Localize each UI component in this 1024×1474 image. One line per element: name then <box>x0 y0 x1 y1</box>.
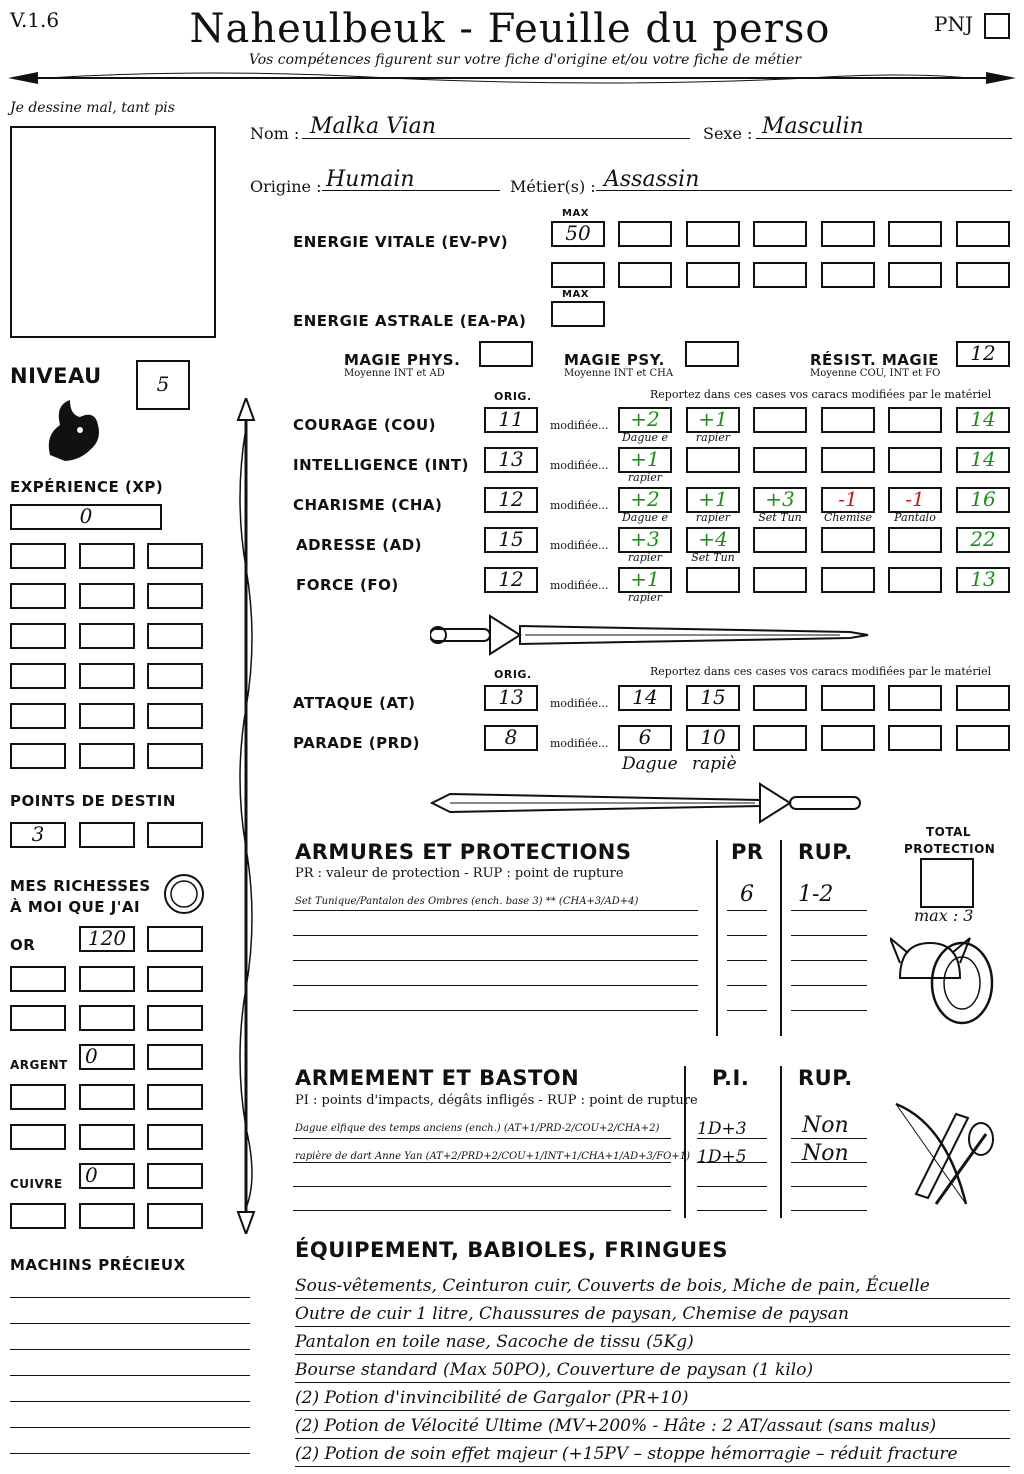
weapon-pi-line[interactable] <box>697 1162 767 1163</box>
parade-mod-box-2[interactable] <box>753 725 807 751</box>
combat-note: Reportez dans ces cases vos caracs modifiées par le matériel <box>650 665 992 678</box>
parade-orig-box[interactable] <box>484 725 538 751</box>
money-box-2-1[interactable] <box>79 1084 135 1110</box>
force-final-value: 13 <box>970 567 996 591</box>
force-mod-value-0: +1 <box>630 567 660 591</box>
adresse-mod-box-4[interactable] <box>888 527 942 553</box>
job-value[interactable]: Assassin <box>604 167 700 192</box>
xp-box-4-2[interactable] <box>147 703 203 729</box>
courage-label: COURAGE (COU) <box>293 416 437 434</box>
intelligence-mod-box-2[interactable] <box>753 447 807 473</box>
richesses-label-2: À MOI QUE J'AI <box>10 898 141 916</box>
parade-mod-value-1: 10 <box>700 725 726 749</box>
spear-illustration <box>228 398 264 1234</box>
total-label: TOTAL <box>926 825 972 839</box>
charisme-orig-box[interactable] <box>484 487 538 513</box>
armor-line[interactable] <box>293 960 698 961</box>
weapons-pi-label: P.I. <box>712 1066 750 1090</box>
weapons-note: PI : points d'impacts, dégâts infligés - RUP : point de rupture <box>295 1093 698 1108</box>
xp-box-5-1[interactable] <box>79 743 135 769</box>
money-box-1-1[interactable] <box>79 1005 135 1031</box>
dragon-icon <box>40 395 106 465</box>
attaque-mod-value-1: 15 <box>700 685 726 709</box>
equipment-line[interactable]: (2) Potion d'invincibilité de Gargalor (PR+10) <box>295 1386 1010 1411</box>
adresse-final-value: 22 <box>970 527 996 551</box>
charisme-mod-note-1: rapier <box>695 511 731 524</box>
charisme-mod-box-4[interactable] <box>888 487 942 513</box>
attaque-label: ATTAQUE (AT) <box>293 694 416 712</box>
weapon-note-2: rapiè <box>692 754 737 774</box>
armor-pr-line[interactable] <box>727 1010 767 1011</box>
money-box-1-2[interactable] <box>147 1005 203 1031</box>
parade-mod-box-1[interactable] <box>686 725 740 751</box>
attaque-mod-box-2[interactable] <box>753 685 807 711</box>
armor-title: ARMURES ET PROTECTIONS <box>295 840 632 864</box>
armor-pr-label: PR <box>731 840 764 864</box>
argent-value: 0 <box>85 1044 98 1068</box>
armor-rup-line[interactable] <box>791 1010 867 1011</box>
equipment-line[interactable]: Pantalon en toile nase, Sacoche de tissu (5Kg) <box>295 1330 1010 1355</box>
destin-box-1[interactable] <box>10 822 66 848</box>
intelligence-final-value: 14 <box>970 447 996 471</box>
machins-line[interactable] <box>10 1323 250 1324</box>
charisme-final-value: 16 <box>970 487 996 511</box>
attaque-mod-box-4[interactable] <box>888 685 942 711</box>
courage-mod-box-0[interactable] <box>618 407 672 433</box>
xp-box-5-0[interactable] <box>10 743 66 769</box>
money-box-1-0[interactable] <box>10 1005 66 1031</box>
charisme-mod-box-1[interactable] <box>686 487 740 513</box>
weapon-pi-line[interactable] <box>697 1186 767 1187</box>
adresse-mod-box-1[interactable] <box>686 527 740 553</box>
intelligence-modif-label: modifiée... <box>550 459 609 472</box>
max-label-ea: MAX <box>562 289 589 300</box>
orig-label-stats: ORIG. <box>494 390 532 403</box>
charisme-mod-value-0: +2 <box>630 487 660 511</box>
courage-modif-label: modifiée... <box>550 419 609 432</box>
money-box-2-2[interactable] <box>147 1084 203 1110</box>
armor-item-rup[interactable]: 1-2 <box>798 882 834 907</box>
attaque-mod-box-0[interactable] <box>618 685 672 711</box>
argent-label: ARGENT <box>10 1058 68 1072</box>
magic-phys-box[interactable] <box>479 341 533 367</box>
money-box-2-0[interactable] <box>10 1084 66 1110</box>
niveau-value: 5 <box>156 372 170 396</box>
weapon-pi-line[interactable] <box>697 1138 767 1139</box>
magic-psy-box[interactable] <box>685 341 739 367</box>
weapon-line[interactable] <box>293 1210 671 1211</box>
ev-box-0-0[interactable] <box>551 221 605 247</box>
adresse-mod-box-3[interactable] <box>821 527 875 553</box>
xp-box-1-1[interactable] <box>79 583 135 609</box>
weapons-icon <box>886 1094 996 1212</box>
machins-label: MACHINS PRÉCIEUX <box>10 1256 186 1274</box>
destin-label: POINTS DE DESTIN <box>10 792 176 810</box>
cuivre-box[interactable] <box>79 1163 135 1189</box>
weapon-item-rup[interactable]: Non <box>802 1113 849 1138</box>
weapon-item-pi[interactable]: 1D+3 <box>697 1119 747 1139</box>
ev-box-0-3[interactable] <box>753 221 807 247</box>
equipment-line[interactable]: Sous-vêtements, Ceinturon cuir, Couverts de bois, Miche de pain, Écuelle <box>295 1274 1010 1299</box>
charisme-mod-value-3: -1 <box>838 487 858 511</box>
courage-mod-box-1[interactable] <box>686 407 740 433</box>
armor-line[interactable] <box>293 910 698 911</box>
armor-pr-line[interactable] <box>727 960 767 961</box>
courage-mod-value-1: +1 <box>698 407 728 431</box>
weapon-note-1: Dague <box>622 754 678 774</box>
argent-box[interactable] <box>79 1044 135 1070</box>
adresse-mod-note-1: Set Tun <box>691 551 735 564</box>
money-extra-box-1[interactable] <box>147 1163 203 1189</box>
force-mod-box-1[interactable] <box>686 567 740 593</box>
job-label: Métier(s) : <box>510 177 596 196</box>
courage-mod-note-1: rapier <box>695 431 731 444</box>
xp-box-4-0[interactable] <box>10 703 66 729</box>
ev-box-0-2[interactable] <box>686 221 740 247</box>
resist-magic-value: 12 <box>970 341 996 365</box>
intelligence-mod-box-1[interactable] <box>686 447 740 473</box>
adresse-mod-note-0: rapier <box>627 551 663 564</box>
magic-psy-note: Moyenne INT et CHA <box>564 368 674 379</box>
armor-line[interactable] <box>293 935 698 936</box>
charisme-mod-box-3[interactable] <box>821 487 875 513</box>
adresse-mod-box-5[interactable] <box>956 527 1010 553</box>
xp-box-3-0[interactable] <box>10 663 66 689</box>
equipment-line[interactable]: (2) Potion de Vélocité Ultime (MV+200% - Hâte : 2 AT/assaut (sans malus) <box>295 1414 1010 1439</box>
courage-mod-box-4[interactable] <box>888 407 942 433</box>
armor-pr-line[interactable] <box>727 910 767 911</box>
parade-mod-value-0: 6 <box>638 725 652 749</box>
courage-orig-value: 11 <box>498 407 524 431</box>
armor-item-name[interactable]: Set Tunique/Pantalon des Ombres (ench. base 3) ** (CHA+3/AD+4) <box>295 896 639 907</box>
money-box-3-2[interactable] <box>147 1124 203 1150</box>
destin-value: 3 <box>31 822 45 846</box>
page-subtitle: Vos compétences figurent sur votre fiche d'origine et/ou votre fiche de métier <box>248 52 802 68</box>
charisme-mod-note-4: Pantalo <box>894 511 936 524</box>
money-box-4-2[interactable] <box>147 1203 203 1229</box>
sex-value[interactable]: Masculin <box>762 114 864 139</box>
destin-box-3[interactable] <box>147 822 203 848</box>
or-box[interactable] <box>79 926 135 952</box>
adresse-orig-value: 15 <box>498 527 524 551</box>
courage-orig-box[interactable] <box>484 407 538 433</box>
force-mod-note-0: rapier <box>627 591 663 604</box>
adresse-label: ADRESSE (AD) <box>296 536 423 554</box>
intelligence-mod-note-0: rapier <box>627 471 663 484</box>
machins-line[interactable] <box>10 1349 250 1350</box>
intelligence-mod-box-0[interactable] <box>618 447 672 473</box>
xp-box[interactable] <box>10 504 162 530</box>
resist-magic-note: Moyenne COU, INT et FO <box>810 368 941 379</box>
destin-box-2[interactable] <box>79 822 135 848</box>
sex-label: Sexe : <box>703 124 753 143</box>
resist-magic-label: RÉSIST. MAGIE <box>810 351 940 369</box>
ev-box-1-0[interactable] <box>551 262 605 288</box>
parade-mod-box-5[interactable] <box>956 725 1010 751</box>
page-title: Naheulbeuk - Feuille du perso <box>189 6 831 52</box>
force-mod-box-0[interactable] <box>618 567 672 593</box>
name-value[interactable]: Malka Vian <box>310 114 436 139</box>
xp-box-2-2[interactable] <box>147 623 203 649</box>
machins-line[interactable] <box>10 1375 250 1376</box>
ev-box-1-2[interactable] <box>686 262 740 288</box>
attaque-orig-box[interactable] <box>484 685 538 711</box>
ev-box-0-6[interactable] <box>956 221 1010 247</box>
force-modif-label: modifiée... <box>550 579 609 592</box>
sword-illustration <box>430 612 870 658</box>
intelligence-mod-box-4[interactable] <box>888 447 942 473</box>
intelligence-mod-value-0: +1 <box>630 447 660 471</box>
parade-mod-box-3[interactable] <box>821 725 875 751</box>
money-extra-box-0[interactable] <box>147 1044 203 1070</box>
intelligence-label: INTELLIGENCE (INT) <box>293 456 469 474</box>
cuivre-label: CUIVRE <box>10 1177 63 1191</box>
portrait-caption: Je dessine mal, tant pis <box>10 100 175 116</box>
courage-mod-note-0: Dague e <box>621 431 669 444</box>
weapon-rup-line[interactable] <box>791 1186 867 1187</box>
armor-rup-line[interactable] <box>791 935 867 936</box>
adresse-orig-box[interactable] <box>484 527 538 553</box>
xp-label: EXPÉRIENCE (XP) <box>10 478 164 496</box>
magic-psy-label: MAGIE PSY. <box>564 351 665 369</box>
attaque-orig-value: 13 <box>498 685 524 709</box>
xp-box-0-0[interactable] <box>10 543 66 569</box>
charisme-mod-value-4: -1 <box>905 487 925 511</box>
force-mod-box-4[interactable] <box>888 567 942 593</box>
npc-checkbox[interactable] <box>984 13 1010 39</box>
total-protection-box[interactable] <box>920 858 974 908</box>
money-box-4-1[interactable] <box>79 1203 135 1229</box>
money-box-0-2[interactable] <box>147 966 203 992</box>
xp-box-0-2[interactable] <box>147 543 203 569</box>
adresse-mod-box-0[interactable] <box>618 527 672 553</box>
xp-box-1-2[interactable] <box>147 583 203 609</box>
armor-pr-line[interactable] <box>727 935 767 936</box>
weapon-rup-line[interactable] <box>791 1138 867 1139</box>
ev-label: ENERGIE VITALE (EV-PV) <box>293 233 509 251</box>
portrait-box[interactable] <box>10 126 216 338</box>
armor-line[interactable] <box>293 1010 698 1011</box>
ev-box-1-6[interactable] <box>956 262 1010 288</box>
attaque-modif-label: modifiée... <box>550 697 609 710</box>
orig-label-combat: ORIG. <box>494 668 532 681</box>
ev-box-0-1[interactable] <box>618 221 672 247</box>
equipment-title: ÉQUIPEMENT, BABIOLES, FRINGUES <box>295 1238 728 1262</box>
parade-orig-value: 8 <box>504 725 518 749</box>
charisme-mod-box-0[interactable] <box>618 487 672 513</box>
ev-box-1-5[interactable] <box>888 262 942 288</box>
charisme-mod-box-5[interactable] <box>956 487 1010 513</box>
intelligence-orig-value: 13 <box>498 447 524 471</box>
weapon-pi-line[interactable] <box>697 1210 767 1211</box>
armor-item-pr[interactable]: 6 <box>740 882 754 907</box>
armor-pr-line[interactable] <box>727 985 767 986</box>
adresse-mod-value-1: +4 <box>698 527 728 551</box>
attaque-mod-box-5[interactable] <box>956 685 1010 711</box>
armor-note: PR : valeur de protection - RUP : point de rupture <box>295 866 624 881</box>
courage-final-value: 14 <box>970 407 996 431</box>
charisme-mod-note-0: Dague e <box>621 511 669 524</box>
niveau-label: NIVEAU <box>10 364 102 388</box>
attaque-mod-value-0: 14 <box>632 685 658 709</box>
force-mod-box-5[interactable] <box>956 567 1010 593</box>
courage-mod-box-5[interactable] <box>956 407 1010 433</box>
money-box-4-0[interactable] <box>10 1203 66 1229</box>
max-label-ev: MAX <box>562 208 589 219</box>
xp-box-5-2[interactable] <box>147 743 203 769</box>
ev-box-1-4[interactable] <box>821 262 875 288</box>
adresse-mod-box-2[interactable] <box>753 527 807 553</box>
intelligence-mod-box-3[interactable] <box>821 447 875 473</box>
weapon-line[interactable] <box>293 1186 671 1187</box>
xp-box-2-1[interactable] <box>79 623 135 649</box>
ea-label: ENERGIE ASTRALE (EA-PA) <box>293 312 527 330</box>
armor-rup-line[interactable] <box>791 985 867 986</box>
cuivre-value: 0 <box>85 1163 98 1187</box>
machins-line[interactable] <box>10 1453 250 1454</box>
total-label-2: PROTECTION <box>904 842 996 856</box>
weapon-line[interactable] <box>293 1138 671 1139</box>
parade-mod-box-0[interactable] <box>618 725 672 751</box>
ev-box-1-3[interactable] <box>753 262 807 288</box>
charisme-mod-box-2[interactable] <box>753 487 807 513</box>
ev-max-value: 50 <box>565 221 591 245</box>
origin-label: Origine : <box>250 177 322 196</box>
charisme-mod-note-2: Set Tun <box>758 511 802 524</box>
xp-box-3-1[interactable] <box>79 663 135 689</box>
name-label: Nom : <box>250 124 300 143</box>
spear-divider <box>8 66 1016 90</box>
weapons-title: ARMEMENT ET BASTON <box>295 1066 580 1090</box>
npc-label: PNJ <box>934 12 973 36</box>
coin-icon <box>162 872 206 916</box>
resist-magic-box[interactable] <box>956 341 1010 367</box>
force-orig-box[interactable] <box>484 567 538 593</box>
magic-phys-note: Moyenne INT et AD <box>344 368 445 379</box>
parade-label: PARADE (PRD) <box>293 734 421 752</box>
stats-note: Reportez dans ces cases vos caracs modifiées par le matériel <box>650 388 992 401</box>
richesses-label: MES RICHESSES <box>10 877 151 895</box>
xp-box-3-2[interactable] <box>147 663 203 689</box>
niveau-box[interactable] <box>136 360 190 410</box>
intelligence-orig-box[interactable] <box>484 447 538 473</box>
parade-mod-box-4[interactable] <box>888 725 942 751</box>
adresse-mod-value-0: +3 <box>630 527 660 551</box>
courage-mod-value-0: +2 <box>630 407 660 431</box>
version-label: V.1.6 <box>10 8 60 32</box>
weapon-rup-line[interactable] <box>791 1162 867 1163</box>
xp-value: 0 <box>79 504 93 528</box>
ev-box-0-4[interactable] <box>821 221 875 247</box>
weapon-rup-line[interactable] <box>791 1210 867 1211</box>
xp-box-2-0[interactable] <box>10 623 66 649</box>
charisme-label: CHARISME (CHA) <box>293 496 443 514</box>
magic-phys-label: MAGIE PHYS. <box>344 351 461 369</box>
equipment-line[interactable]: Bourse standard (Max 50PO), Couverture de paysan (1 kilo) <box>295 1358 1010 1383</box>
charisme-modif-label: modifiée... <box>550 499 609 512</box>
ea-max-box[interactable] <box>551 301 605 327</box>
force-orig-value: 12 <box>498 567 524 591</box>
weapon-item-pi[interactable]: 1D+5 <box>697 1147 747 1167</box>
machins-line[interactable] <box>10 1401 250 1402</box>
machins-line[interactable] <box>10 1297 250 1298</box>
courage-mod-box-2[interactable] <box>753 407 807 433</box>
or-value: 120 <box>87 926 127 950</box>
machins-line[interactable] <box>10 1427 250 1428</box>
parade-modif-label: modifiée... <box>550 737 609 750</box>
weapon-line[interactable] <box>293 1162 671 1163</box>
attaque-mod-box-1[interactable] <box>686 685 740 711</box>
origin-value[interactable]: Humain <box>326 167 415 192</box>
helmet-shield-icon <box>890 928 1000 1028</box>
money-box-3-0[interactable] <box>10 1124 66 1150</box>
courage-mod-box-3[interactable] <box>821 407 875 433</box>
ev-box-0-5[interactable] <box>888 221 942 247</box>
charisme-mod-note-3: Chemise <box>823 511 873 524</box>
ev-box-1-1[interactable] <box>618 262 672 288</box>
charisme-mod-value-1: +1 <box>698 487 728 511</box>
money-box-3-1[interactable] <box>79 1124 135 1150</box>
armor-rup-line[interactable] <box>791 960 867 961</box>
force-mod-box-3[interactable] <box>821 567 875 593</box>
money-box-0-0[interactable] <box>10 966 66 992</box>
equipment-line[interactable]: (2) Potion de soin effet majeur (+15PV – stoppe hémorragie – réduit fracture <box>295 1442 1010 1467</box>
total-max-label: max : 3 <box>914 906 974 925</box>
weapons-rup-label: RUP. <box>798 1066 853 1090</box>
or-label: OR <box>10 936 36 954</box>
xp-box-1-0[interactable] <box>10 583 66 609</box>
intelligence-mod-box-5[interactable] <box>956 447 1010 473</box>
weapon-item-name[interactable]: rapière de dart Anne Yan (AT+2/PRD+2/COU+1/INT+1/CHA+1/AD+3/FO+1) <box>295 1151 691 1162</box>
weapon-item-rup[interactable]: Non <box>802 1141 849 1166</box>
armor-line[interactable] <box>293 985 698 986</box>
money-box-0-1[interactable] <box>79 966 135 992</box>
charisme-orig-value: 12 <box>498 487 524 511</box>
xp-box-4-1[interactable] <box>79 703 135 729</box>
or-box-2[interactable] <box>147 926 203 952</box>
armor-rup-line[interactable] <box>791 910 867 911</box>
adresse-modif-label: modifiée... <box>550 539 609 552</box>
force-label: FORCE (FO) <box>296 576 399 594</box>
weapon-item-name[interactable]: Dague elfique des temps anciens (ench.) (AT+1/PRD-2/COU+2/CHA+2) <box>295 1123 660 1134</box>
equipment-line[interactable]: Outre de cuir 1 litre, Chaussures de paysan, Chemise de paysan <box>295 1302 1010 1327</box>
xp-box-0-1[interactable] <box>79 543 135 569</box>
sword-illustration-2 <box>430 780 870 826</box>
armor-rup-label: RUP. <box>798 840 853 864</box>
force-mod-box-2[interactable] <box>753 567 807 593</box>
attaque-mod-box-3[interactable] <box>821 685 875 711</box>
charisme-mod-value-2: +3 <box>765 487 795 511</box>
